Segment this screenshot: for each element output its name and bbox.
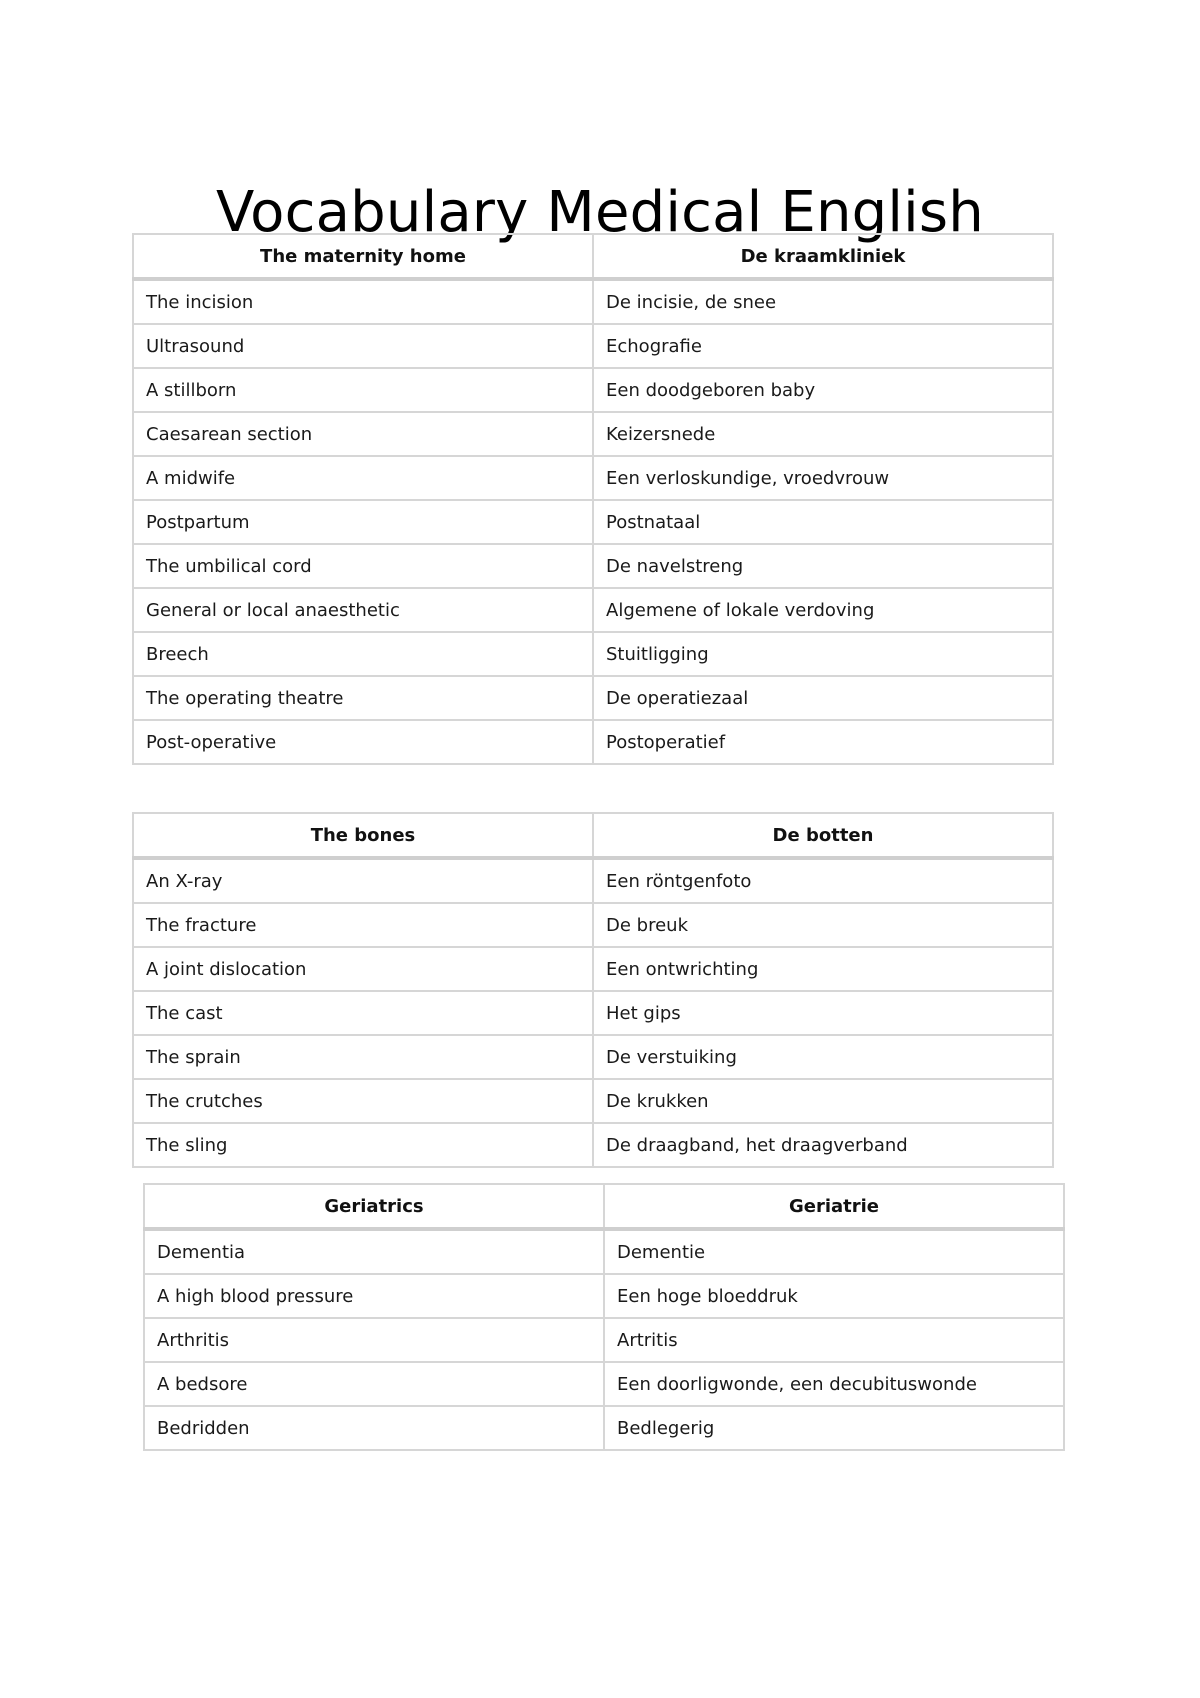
term-dutch: Een doorligwonde, een decubituswonde [604, 1362, 1064, 1406]
term-dutch: Postnataal [593, 500, 1053, 544]
term-dutch: Het gips [593, 991, 1053, 1035]
table-header-row [144, 1184, 1064, 1229]
table-row [133, 279, 1053, 324]
term-dutch: Echografie [593, 324, 1053, 368]
term-english: General or local anaesthetic [133, 588, 593, 632]
header-dutch: De kraamkliniek [593, 234, 1053, 279]
table-row [133, 903, 1053, 947]
header-english: Geriatrics [144, 1184, 604, 1229]
table-row [133, 412, 1053, 456]
term-english: Bedridden [144, 1406, 604, 1450]
term-dutch: Een verloskundige, vroedvrouw [593, 456, 1053, 500]
table-row [133, 858, 1053, 903]
table-row [144, 1362, 1064, 1406]
term-dutch: De breuk [593, 903, 1053, 947]
table-row [133, 588, 1053, 632]
table-row [133, 324, 1053, 368]
term-english: The sprain [133, 1035, 593, 1079]
term-english: Dementia [144, 1229, 604, 1274]
table-row [144, 1274, 1064, 1318]
term-english: A high blood pressure [144, 1274, 604, 1318]
term-dutch: Een doodgeboren baby [593, 368, 1053, 412]
table-header-row [133, 234, 1053, 279]
term-dutch: De incisie, de snee [593, 279, 1053, 324]
table-row [133, 456, 1053, 500]
table-header-row [133, 813, 1053, 858]
term-english: Post-operative [133, 720, 593, 764]
term-dutch: Een röntgenfoto [593, 858, 1053, 903]
table-row [133, 500, 1053, 544]
term-english: Ultrasound [133, 324, 593, 368]
term-dutch: Postoperatief [593, 720, 1053, 764]
term-dutch: De operatiezaal [593, 676, 1053, 720]
table-row [144, 1318, 1064, 1362]
term-english: A midwife [133, 456, 593, 500]
vocab-table-geriatrics [143, 1183, 1065, 1451]
term-dutch: De navelstreng [593, 544, 1053, 588]
header-dutch: Geriatrie [604, 1184, 1064, 1229]
term-dutch: De draagband, het draagverband [593, 1123, 1053, 1167]
term-dutch: Stuitligging [593, 632, 1053, 676]
vocab-table-bones [132, 812, 1054, 1168]
term-english: An X-ray [133, 858, 593, 903]
term-english: The fracture [133, 903, 593, 947]
page-title: Vocabulary Medical English [216, 179, 984, 245]
term-dutch: Keizersnede [593, 412, 1053, 456]
table-row [144, 1229, 1064, 1274]
table-row [133, 632, 1053, 676]
header-english: The bones [133, 813, 593, 858]
term-english: Caesarean section [133, 412, 593, 456]
table-row [133, 676, 1053, 720]
table-row [133, 368, 1053, 412]
term-dutch: Algemene of lokale verdoving [593, 588, 1053, 632]
term-english: Breech [133, 632, 593, 676]
term-dutch: Een ontwrichting [593, 947, 1053, 991]
table-row [133, 720, 1053, 764]
term-english: A bedsore [144, 1362, 604, 1406]
header-dutch: De botten [593, 813, 1053, 858]
term-english: A joint dislocation [133, 947, 593, 991]
term-english: The sling [133, 1123, 593, 1167]
table-row [144, 1406, 1064, 1450]
term-dutch: Bedlegerig [604, 1406, 1064, 1450]
term-english: The incision [133, 279, 593, 324]
term-english: The crutches [133, 1079, 593, 1123]
table-row [133, 1079, 1053, 1123]
term-dutch: De krukken [593, 1079, 1053, 1123]
term-english: The cast [133, 991, 593, 1035]
term-dutch: Dementie [604, 1229, 1064, 1274]
header-english: The maternity home [133, 234, 593, 279]
table-row [133, 991, 1053, 1035]
vocab-table-maternity [132, 233, 1054, 765]
term-dutch: De verstuiking [593, 1035, 1053, 1079]
table-row [133, 544, 1053, 588]
table-row [133, 1123, 1053, 1167]
term-english: Postpartum [133, 500, 593, 544]
term-dutch: Een hoge bloeddruk [604, 1274, 1064, 1318]
table-row [133, 1035, 1053, 1079]
term-dutch: Artritis [604, 1318, 1064, 1362]
term-english: The operating theatre [133, 676, 593, 720]
table-row [133, 947, 1053, 991]
term-english: The umbilical cord [133, 544, 593, 588]
term-english: Arthritis [144, 1318, 604, 1362]
term-english: A stillborn [133, 368, 593, 412]
